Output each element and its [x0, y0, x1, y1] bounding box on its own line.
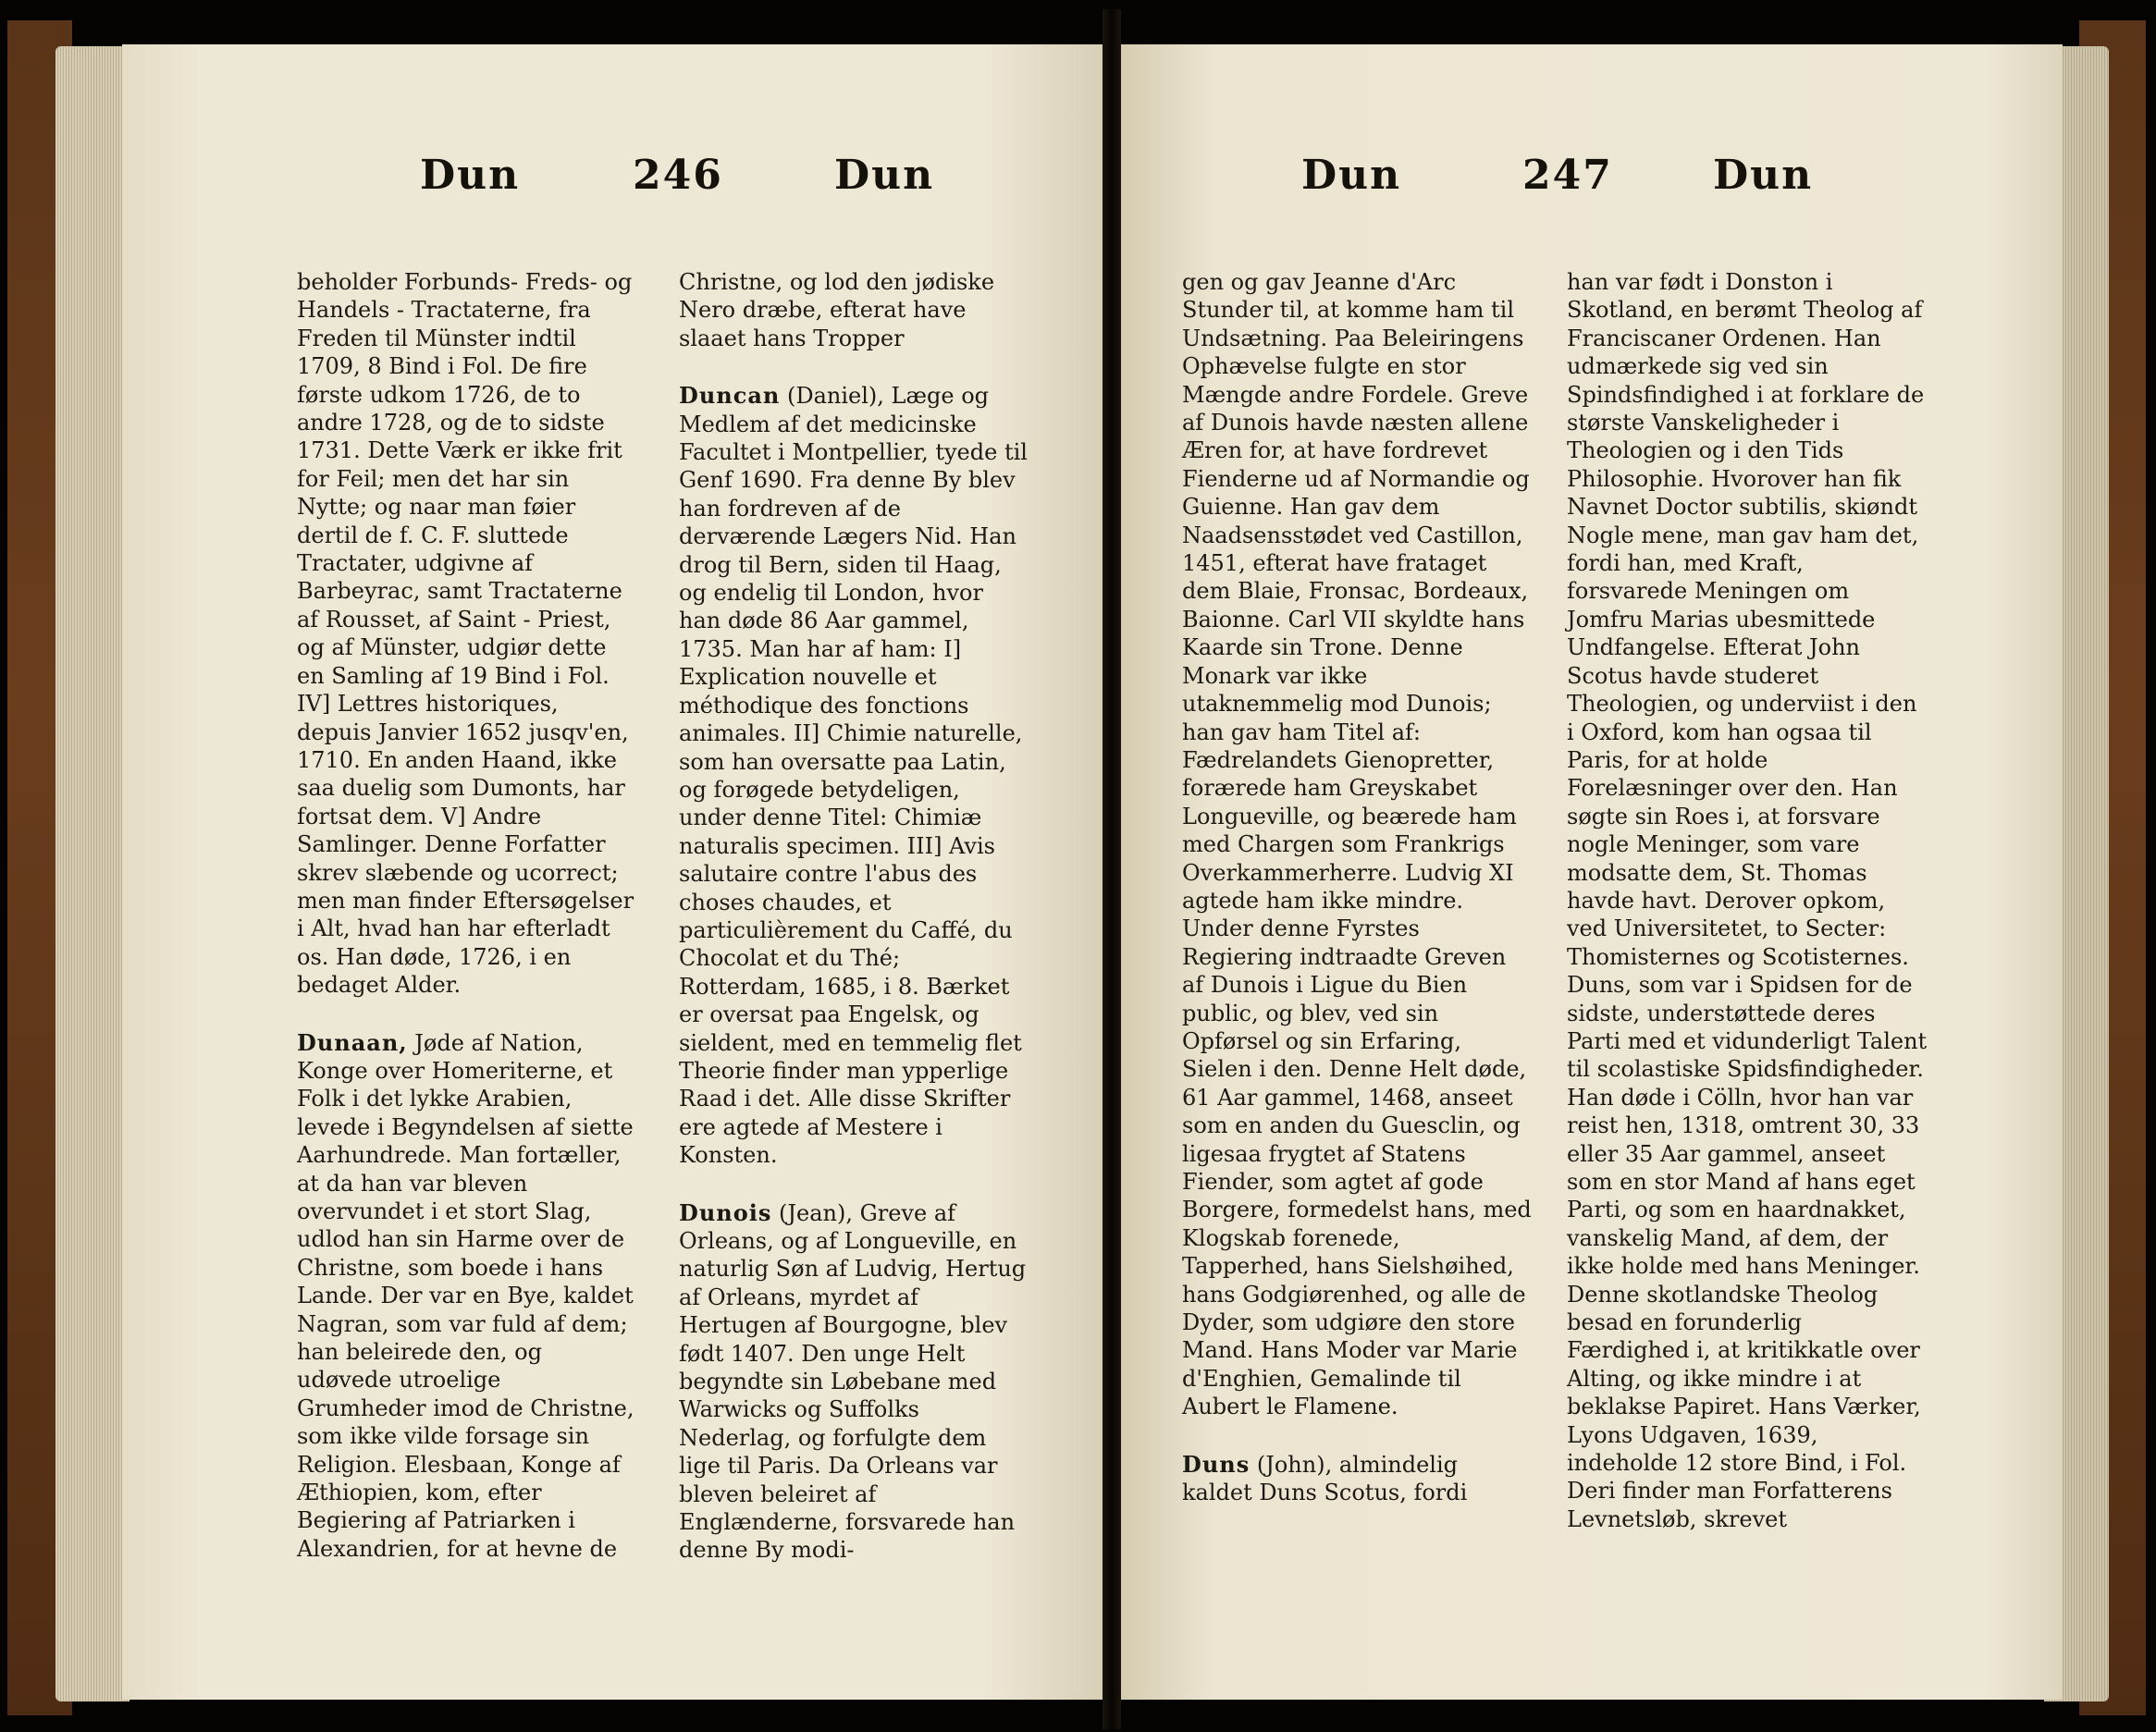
entry-duns	[1182, 1451, 1532, 1507]
entry-duncan	[679, 382, 1030, 1169]
right-page	[1121, 44, 2063, 1700]
right-header-word: Dun	[1301, 152, 1402, 199]
entry-dunaan	[297, 1029, 634, 1564]
entry-headword: Duncan	[679, 382, 781, 410]
entry-headword: Dunaan,	[297, 1028, 408, 1056]
right-page-column-2	[1567, 268, 1929, 1533]
paragraph: beholder Forbunds- Freds- og Handels - Tractaterne, fra Freden til Münster indtil 1709, 8 Bind i Fol. De fire første udkom 1726, de to andre 1728, og de to sidste 1731. Dette Værk er ikke frit for Feil; men det har sin Nytte; og naar man føier dertil de f. C. F. sluttede Tractater, udgivne af Barbeyrac, samt Tractaterne af Rousset, af Saint - Priest, og af Münster, udgiør dette en Samling af 19 Bind i Fol. IV] Lettres historiques, depuis Janvier 1652 jusqv'en, 1710. En anden Haand, ikke saa duelig som Dumonts, har fortsat dem. V] Andre Samlinger. Denne Forfatter skrev slæbende og ucorrect; men man finder Eftersøgelser i Alt, hvad han har efterladt os. Han døde, 1726, i en bedaget Alder.	[297, 269, 634, 999]
entry-headword: Dunois	[679, 1198, 772, 1226]
paragraph: gen og gav Jeanne d'Arc Stunder til, at komme ham til Undsætning. Paa Beleiringens Ophævelse fulgte en stor Mængde andre Fordele. Greve af Dunois havde næsten allene Æren for, at have fordrevet Fienderne ud af Normandie og Guienne. Han gav dem Naadsensstødet ved Castillon, 1451, efterat have frataget dem Blaie, Fronsac, Bordeaux, Baionne. Carl VII skyldte hans Kaarde sin Trone. Denne Monark var ikke utaknemmelig mod Dunois; han gav ham Titel af: Fædrelandets Gienopretter, forærede ham Greyskabet Longueville, og beærede ham med Chargen som Frankrigs Overkammerherre. Ludvig XI agtede ham ikke mindre. Under denne Fyrstes Regiering indtraadte Greven af Dunois i Ligue du Bien public, og blev, ved sin Opførsel og sin Erfaring, Sielen i den. Denne Helt døde, 61 Aar gammel, 1468, anseet som en anden du Guesclin, og ligesaa frygtet af Statens Fiender, som agtet af gode Borgere, formedelst hans, med Klogskab forenede, Tapperhed, hans Sielshøihed, hans Godgiørenhed, og alle de Dyder, som udgiøre den store Mand. Hans Moder var Marie d'Enghien, Gemalinde til Aubert le Flamene.	[1182, 269, 1532, 1420]
entry-text: (Jean), Greve af Orleans, og af Longueville, en naturlig Søn af Ludvig, Hertug af Orleans, myrdet af Hertugen af Bourgogne, blev født 1407. Den unge Helt begyndte sin Løbebane med Warwicks og Suffolks Nederlag, og forfulgte dem lige til Paris. Da Orleans var bleven beleiret af Englænderne, forsvarede han denne By modi-	[679, 1199, 1027, 1564]
left-page-column-1	[297, 268, 634, 1563]
right-page-number: 247	[1522, 152, 1613, 199]
left-page-number: 246	[633, 152, 723, 199]
entry-headword: Duns	[1182, 1450, 1250, 1478]
entry-dunois	[679, 1199, 1030, 1565]
left-page	[122, 44, 1103, 1700]
entry-text: (John), almindelig kaldet Duns Scotus, fordi	[1182, 1451, 1468, 1506]
entry-text: Jøde af Nation, Konge over Homeriterne, et Folk i det lykke Arabien, levede i Begyndelsen af siette Aarhundrede. Man fortæller, at da han var bleven overvundet i et stort Slag, udlod han sin Harme over de Christne, som boede i hans Lande. Der var en Bye, kaldet Nagran, som var fuld af dem; han beleirede den, og udøvede utroelige Grumheder imod de Christne, som ikke vilde forsage sin Religion. Elesbaan, Konge af Æthiopien, kom, efter Begiering af Patriarken i Alexandrien, for at hevne de	[297, 1029, 634, 1562]
left-page-column-2	[679, 268, 1030, 1565]
book-gutter	[1103, 9, 1121, 1729]
left-header-word-right: Dun	[834, 152, 935, 199]
right-page-header	[1121, 152, 2063, 216]
left-page-header	[122, 152, 1103, 216]
paragraph: Christne, og lod den jødiske Nero dræbe, efterat have slaaet hans Tropper	[679, 269, 995, 351]
entry-text: (Daniel), Læge og Medlem af det medicinske Facultet i Montpellier, tyede til Genf 1690. Fra denne By blev han fordreven af de derværende Lægers Nid. Han drog til Bern, siden til Haag, og endelig til London, hvor han døde 86 Aar gammel, 1735. Man har af ham: I] Explication nouvelle et méthodique des fonctions animales. II] Chimie naturelle, som han oversatte paa Latin, og forøgede betydeligen, under denne Titel: Chimiæ naturalis specimen. III] Avis salutaire contre l'abus des choses chaudes, et particulièrement du Caffé, du Chocolat et du Thé; Rotterdam, 1685, i 8. Bærket er oversat paa Engelsk, og sieldent, med en temmelig flet Theorie finder man ypperlige Raad i det. Alle disse Skrifter ere agtede af Mestere i Konsten.	[679, 383, 1028, 1169]
left-header-word: Dun	[420, 152, 521, 199]
paragraph: han var født i Donston i Skotland, en berømt Theolog af Franciscaner Ordenen. Han udmærkede sig ved sin Spindsfindighed i at forklare de største Vanskeligheder i Theologien og i den Tids Philosophie. Hvorover han fik Navnet Doctor subtilis, skiøndt Nogle mene, man gav ham det, fordi han, med Kraft, forsvarede Meningen om Jomfru Marias ubesmittede Undfangelse. Efterat John Scotus havde studeret Theologien, og underviist i den i Oxford, kom han ogsaa til Paris, for at holde Forelæsninger over den. Han søgte sin Roes i, at forsvare nogle Meninger, som vare modsatte dem, St. Thomas havde havt. Derover opkom, ved Universitetet, to Secter: Thomisternes og Scotisternes. Duns, som var i Spidsen for de sidste, understøttede deres Parti med et vidunderligt Talent til scolastiske Spidsfindigheder. Han døde i Cölln, hvor han var reist hen, 1318, omtrent 30, 33 eller 35 Aar gammel, anseet som en stor Mand af hans eget Parti, og som en haardnakket, vanskelig Mand, af dem, der ikke holde med hans Meninger. Denne skotlandske Theolog besad en forunderlig Færdighed i, at kritikkatle over Alting, og ikke mindre i at beklakse Papiret. Hans Værker, Lyons Udgaven, 1639, indeholde 12 store Bind, i Fol. Deri finder man Forfatterens Levnetsløb, skrevet	[1567, 269, 1928, 1532]
right-header-word-right: Dun	[1713, 152, 1814, 199]
right-page-column-1	[1182, 268, 1532, 1506]
left-page-stack	[55, 46, 129, 1701]
